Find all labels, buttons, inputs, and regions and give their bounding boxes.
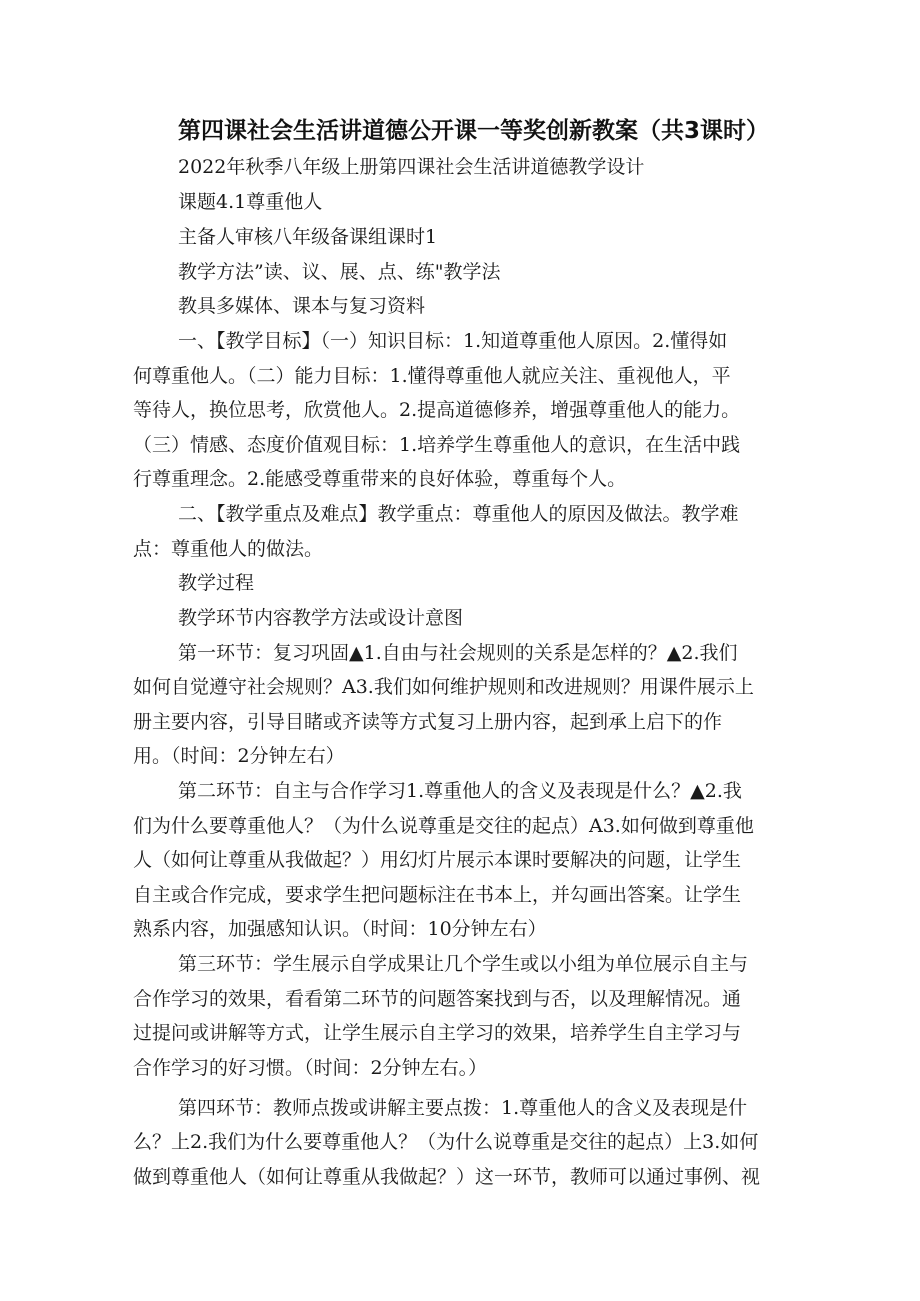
- stage-two-line: 们为什么要尊重他人？（为什么说尊重是交往的起点）A3.如何做到尊重他: [133, 815, 754, 837]
- meta-tools-line: 教具多媒体、课本与复习资料: [178, 295, 426, 317]
- stage-two-line: 第二环节：自主与合作学习1.尊重他人的含义及表现是什么？▲2.我: [178, 780, 742, 802]
- stage-three-line: 合作学习的效果，看看第二环节的问题答案找到与否，以及理解情况。通: [133, 988, 742, 1010]
- process-heading: 教学过程: [178, 572, 255, 594]
- meta-preparer-line: 主备人审核八年级备课组课时1: [178, 226, 438, 248]
- objectives-line: （三）情感、态度价值观目标：1.培养学生尊重他人的意识，在生活中践: [133, 434, 741, 456]
- key-points-line: 点：尊重他人的做法。: [133, 538, 324, 560]
- meta-grade-line: 2022年秋季八年级上册第四课社会生活讲道德教学设计: [178, 156, 645, 178]
- stage-two-line: 熟系内容，加强感知认识。（时间：10分钟左右）: [133, 918, 547, 940]
- document-title: 第四课社会生活讲道德公开课一等奖创新教案（共3课时）: [178, 118, 770, 144]
- stage-one-line: 第一环节：复习巩固▲1.自由与社会规则的关系是怎样的？▲2.我们: [178, 642, 738, 664]
- stage-four-line: 第四环节：教师点拨或讲解主要点拨：1.尊重他人的含义及表现是什: [178, 1097, 748, 1119]
- key-points-line: 二、【教学重点及难点】教学重点：尊重他人的原因及做法。教学难: [178, 503, 739, 525]
- stage-three-line: 合作学习的好习惯。（时间：2分钟左右。）: [133, 1057, 488, 1079]
- objectives-line: 行尊重理念。2.能感受尊重带来的良好体验，尊重每个人。: [133, 468, 627, 490]
- meta-method-line: 教学方法”读、议、展、点、练"教学法: [178, 261, 501, 283]
- objectives-line: 等待人，换位思考，欣赏他人。2.提高道德修养，增强尊重他人的能力。: [133, 399, 741, 421]
- stage-four-line: 么？上2.我们为什么要尊重他人？（为什么说尊重是交往的起点）上3.如何: [133, 1131, 759, 1153]
- objectives-line: 何尊重他人。（二）能力目标：1.懂得尊重他人就应关注、重视他人，平: [133, 365, 731, 387]
- stage-two-line: 人（如何让尊重从我做起？）用幻灯片展示本课时要解决的问题，让学生: [133, 849, 742, 871]
- stage-three-line: 第三环节：学生展示自学成果让几个学生或以小组为单位展示自主与: [178, 953, 749, 975]
- stage-three-line: 过提问或讲解等方式，让学生展示自主学习的效果，培养学生自主学习与: [133, 1022, 742, 1044]
- stage-two-line: 自主或合作完成，要求学生把问题标注在书本上，并勾画出答案。让学生: [133, 884, 742, 906]
- stage-one-line: 用。（时间：2分钟左右）: [133, 745, 345, 767]
- stage-four-line: 做到尊重他人（如何让尊重从我做起？）这一环节，教师可以通过事例、视: [133, 1166, 761, 1188]
- meta-topic-line: 课题4.1尊重他人: [178, 191, 323, 213]
- stage-one-line: 如何自觉遵守社会规则？A3.我们如何维护规则和改进规则？用课件展示上: [133, 676, 754, 698]
- objectives-line: 一、【教学目标】（一）知识目标：1.知道尊重他人原因。2.懂得如: [178, 330, 728, 352]
- stage-one-line: 册主要内容，引导目睹或齐读等方式复习上册内容，起到承上启下的作: [133, 711, 723, 733]
- table-header-line: 教学环节内容教学方法或设计意图: [178, 607, 464, 629]
